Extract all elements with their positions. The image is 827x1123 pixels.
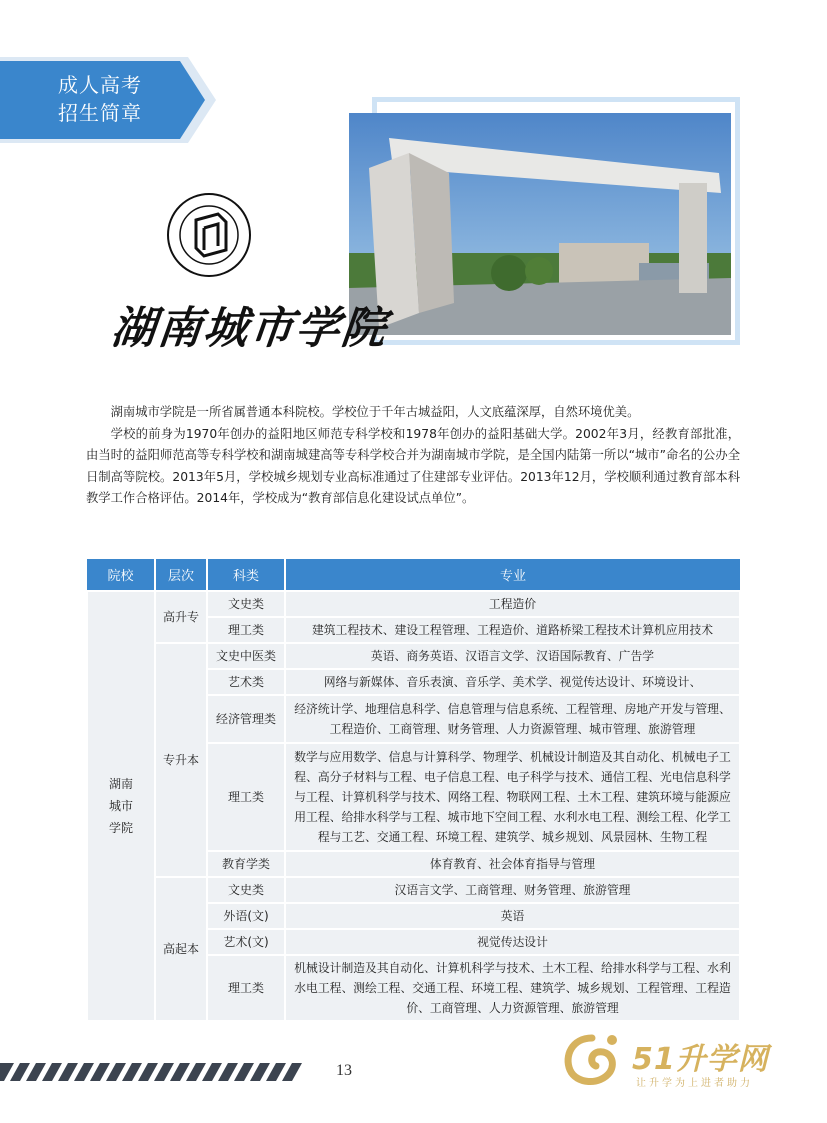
category-cell: 文史类 — [207, 877, 285, 903]
brand-swirl-icon — [556, 1030, 628, 1090]
level-cell: 高升专 — [155, 591, 207, 643]
major-cell: 体育教育、社会体育指导与管理 — [285, 851, 740, 877]
header-school: 院校 — [87, 559, 155, 591]
level-cell: 专升本 — [155, 643, 207, 877]
brand-slogan: 让升学为上进者助力 — [636, 1078, 753, 1089]
intro-text — [86, 402, 740, 510]
category-cell: 文史类 — [207, 591, 285, 617]
category-cell: 外语(文) — [207, 903, 285, 929]
banner-line-2: 招生简章 — [58, 101, 142, 125]
category-cell: 教育学类 — [207, 851, 285, 877]
university-emblem-icon — [166, 192, 252, 278]
major-cell: 工程造价 — [285, 591, 740, 617]
page-number: 13 — [336, 1062, 352, 1079]
major-cell: 数学与应用数学、信息与计算科学、物理学、机械设计制造及其自动化、机械电子工程、高分子材料与工程、电子信息工程、电子科学与技术、通信工程、光电信息科学与工程、计算机科学与技术、网络工程、物联网工程、土木工程、建筑环境与能源应用工程、给排水科学与工程、城市地下空间工程、水利水电工程、测绘工程、化学工程与工艺、交通工程、环境工程、建筑学、城乡规划、风景园林、生物工程 — [285, 743, 740, 851]
header-banner — [0, 57, 216, 143]
major-cell: 网络与新媒体、音乐表演、音乐学、美术学、视觉传达设计、环境设计、 — [285, 669, 740, 695]
major-cell: 汉语言文学、工商管理、财务管理、旅游管理 — [285, 877, 740, 903]
category-cell: 理工类 — [207, 743, 285, 851]
table-header-row — [87, 559, 740, 591]
header-category: 科类 — [207, 559, 285, 591]
banner-title — [58, 71, 142, 127]
brand-watermark — [556, 1030, 786, 1090]
category-cell: 艺术(文) — [207, 929, 285, 955]
table-row — [87, 591, 740, 617]
campus-gate-photo — [349, 113, 731, 335]
category-cell: 理工类 — [207, 955, 285, 1021]
header-level: 层次 — [155, 559, 207, 591]
table-row — [87, 877, 740, 903]
school-name: 湖南城市学院 — [108, 777, 133, 835]
major-cell: 英语、商务英语、汉语言文学、汉语国际教育、广告学 — [285, 643, 740, 669]
major-cell: 视觉传达设计 — [285, 929, 740, 955]
category-cell: 文史中医类 — [207, 643, 285, 669]
header-major: 专业 — [285, 559, 740, 591]
intro-paragraph: 学校的前身为1970年创办的益阳地区师范专科学校和1978年创办的益阳基础大学。2002年3月，经教育部批准，由当时的益阳师范高等专科学校和湖南城建高等专科学校合并为湖南城市学院，是全国内陆第一所以“城市”命名的公办全日制高等院校。2013年5月，学校城乡规划专业高标准通过了住建部专业评估。2013年12月，学校顺利通过教育部本科教学工作合格评估。2014年，学校成为“教育部信息化建设试点单位”。 — [86, 426, 740, 505]
school-cell — [87, 591, 155, 1021]
intro-paragraph: 湖南城市学院是一所省属普通本科院校。学校位于千年古城益阳，人文底蕴深厚，自然环境优美。 — [110, 405, 640, 419]
major-cell: 经济统计学、地理信息科学、信息管理与信息系统、工程管理、房地产开发与管理、工程造价、工商管理、财务管理、人力资源管理、城市管理、旅游管理 — [285, 695, 740, 743]
majors-table — [86, 559, 741, 1022]
brand-name: 51升学网 — [632, 1042, 769, 1077]
university-name-logo: 湖南城市学院 — [108, 303, 391, 354]
category-cell: 艺术类 — [207, 669, 285, 695]
major-cell: 建筑工程技术、建设工程管理、工程造价、道路桥梁工程技术计算机应用技术 — [285, 617, 740, 643]
category-cell: 理工类 — [207, 617, 285, 643]
level-cell: 高起本 — [155, 877, 207, 1021]
banner-line-1: 成人高考 — [58, 73, 142, 97]
major-cell: 英语 — [285, 903, 740, 929]
table-row — [87, 643, 740, 669]
major-cell: 机械设计制造及其自动化、计算机科学与技术、土木工程、给排水科学与工程、水利水电工程、测绘工程、交通工程、环境工程、建筑学、城乡规划、工程管理、工程造价、工商管理、人力资源管理、旅游管理 — [285, 955, 740, 1021]
category-cell: 经济管理类 — [207, 695, 285, 743]
footer-stripes — [0, 1063, 310, 1081]
